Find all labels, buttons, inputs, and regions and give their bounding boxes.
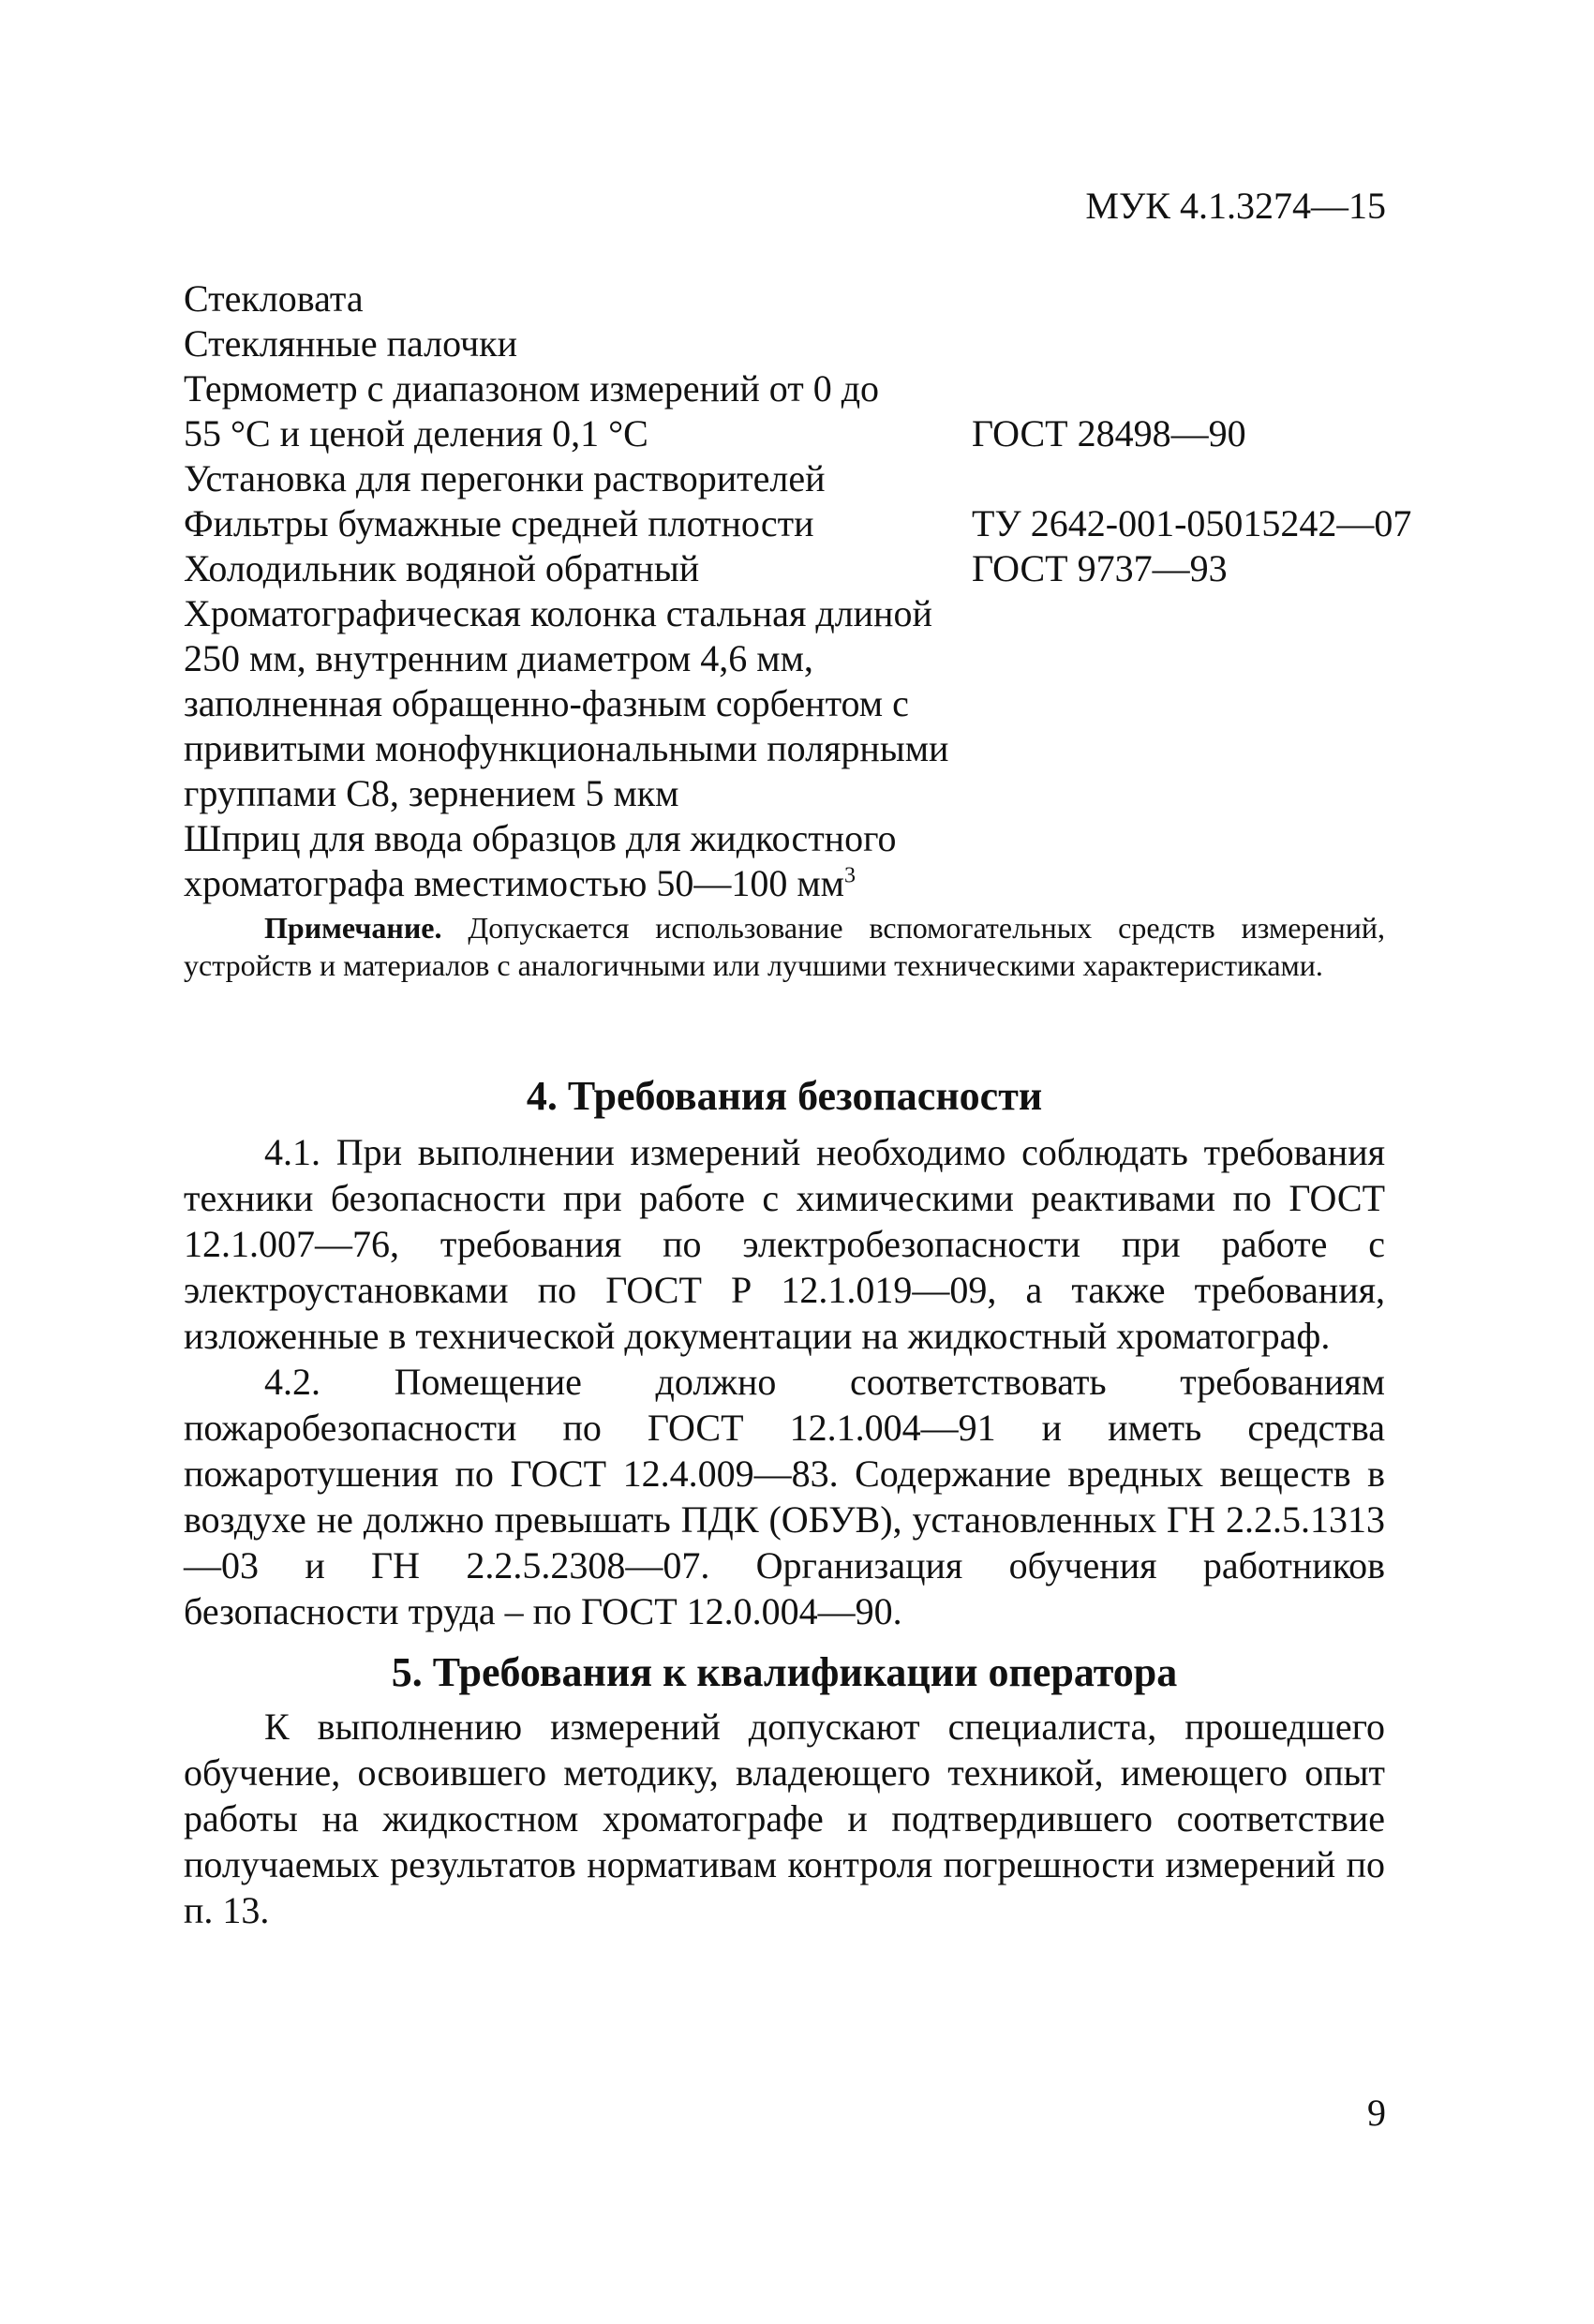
equipment-name: Хроматографическая колонка стальная длиной xyxy=(184,592,932,634)
equipment-standard xyxy=(972,591,1421,636)
equipment-name: 250 мм, внутренним диаметром 4,6 мм, xyxy=(184,637,813,679)
equipment-name-cell xyxy=(184,861,972,906)
equipment-row xyxy=(184,321,1421,366)
note-text: Допускается использование вспомогательных средств измерений, устройств и материалов с аналогичными или лучшими техническими характеристиками. xyxy=(184,911,1385,982)
equipment-name: Стекловата xyxy=(184,277,364,320)
equipment-name: группами С8, зернением 5 мкм xyxy=(184,772,679,814)
equipment-row xyxy=(184,591,1421,636)
document-code: МУК 4.1.3274—15 xyxy=(1085,185,1386,227)
equipment-name: Термометр с диапазоном измерений от 0 до xyxy=(184,367,880,410)
equipment-row xyxy=(184,411,1421,456)
equipment-standard xyxy=(972,366,1421,411)
equipment-row xyxy=(184,726,1421,771)
equipment-row xyxy=(184,276,1421,321)
unit-superscript: 3 xyxy=(843,863,856,888)
equipment-name: Фильтры бумажные средней плотности xyxy=(184,502,814,544)
equipment-standard xyxy=(972,771,1421,816)
equipment-standard xyxy=(972,456,1421,501)
section-4-heading: 4. Требования безопасности xyxy=(526,1073,1043,1119)
equipment-row xyxy=(184,366,1421,411)
note-label: Примечание. xyxy=(264,911,442,945)
equipment-standard xyxy=(972,816,1421,861)
equipment-name: Установка для перегонки растворителей xyxy=(184,457,826,499)
equipment-standard xyxy=(972,276,1421,321)
page-number: 9 xyxy=(1367,2092,1386,2134)
equipment-row xyxy=(184,456,1421,501)
note-paragraph xyxy=(184,909,1385,984)
section-4-paragraph-2: 4.2. Помещение должно соответствовать требованиям пожаробезопасности по ГОСТ 12.1.004—91 и иметь средства пожаротушения по ГОСТ 12.4.009—83. Содержание вредных веществ в воздухе не должно превышать ПДК (ОБУВ), установленных ГН 2.2.5.1313—03 и ГН 2.2.5.2308—07. Организация обучения работников безопасности труда – по ГОСТ 12.0.004—90. xyxy=(184,1361,1385,1632)
equipment-row xyxy=(184,861,1421,906)
equipment-standard: ТУ 2642-001-05015242—07 xyxy=(972,502,1412,544)
equipment-standard xyxy=(972,726,1421,771)
equipment-name: заполненная обращенно-фазным сорбентом с xyxy=(184,682,909,724)
equipment-name: Шприц для ввода образцов для жидкостного xyxy=(184,817,897,859)
equipment-row xyxy=(184,771,1421,816)
equipment-name: привитыми монофункциональными полярными xyxy=(184,727,949,769)
equipment-name: Стеклянные палочки xyxy=(184,322,518,365)
section-5-heading: 5. Требования к квалификации оператора xyxy=(391,1649,1178,1695)
equipment-row xyxy=(184,681,1421,726)
equipment-name: 55 °С и ценой деления 0,1 °С xyxy=(184,412,648,454)
equipment-table xyxy=(184,276,1421,906)
equipment-row xyxy=(184,546,1421,591)
equipment-standard xyxy=(972,636,1421,681)
section-4-paragraph-1: 4.1. При выполнении измерений необходимо соблюдать требования техники безопасности при работе с химическими реактивами по ГОСТ 12.1.007—76, требования по электробезопасности при работе с электроустановками по ГОСТ Р 12.1.019—09, а также требования, изложенные в технической документации на жидкостный хроматограф. xyxy=(184,1131,1385,1357)
section-5-paragraph: К выполнению измерений допускают специалиста, прошедшего обучение, освоившего методику, владеющего техникой, имеющего опыт работы на жидкостном хроматографе и подтвердившего соответствие получаемых результатов нормативам контроля погрешности измерений по п. 13. xyxy=(184,1706,1385,1931)
equipment-standard: ГОСТ 28498—90 xyxy=(972,412,1246,454)
equipment-standard xyxy=(972,681,1421,726)
equipment-standard: ГОСТ 9737—93 xyxy=(972,547,1228,589)
equipment-standard xyxy=(972,861,1421,906)
equipment-standard xyxy=(972,321,1421,366)
equipment-row xyxy=(184,636,1421,681)
equipment-row xyxy=(184,501,1421,546)
equipment-name: хроматографа вместимостью 50—100 мм xyxy=(184,862,844,904)
equipment-row xyxy=(184,816,1421,861)
equipment-name: Холодильник водяной обратный xyxy=(184,547,700,589)
